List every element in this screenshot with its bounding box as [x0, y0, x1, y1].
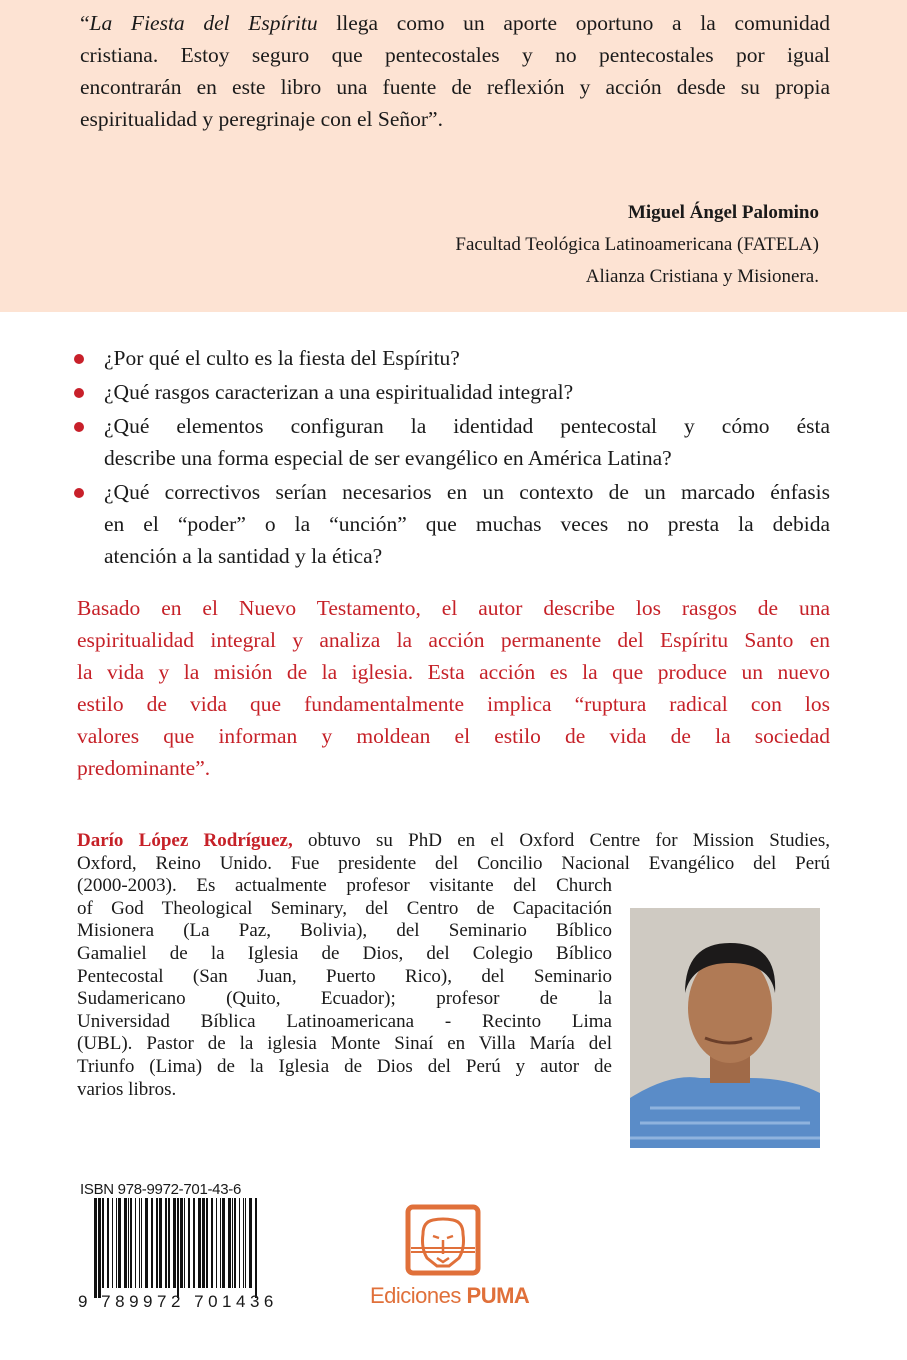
summary-line: Basado en el Nuevo Testamento, el autor describe los rasgos de una — [77, 596, 830, 620]
quote-line: encontrarán en este libro una fuente de reflexión y acción desde su propia — [80, 75, 830, 99]
book-summary — [77, 592, 830, 784]
barcode-bar — [198, 1198, 201, 1288]
barcode-bar — [116, 1198, 117, 1288]
barcode-bar — [151, 1198, 153, 1288]
bio-line: Misionera (La Paz, Bolivia), del Seminario Bíblico — [77, 920, 612, 942]
summary-line: la vida y la misión de la iglesia. Esta acción es la que produce un nuevo — [77, 660, 830, 684]
list-item-text: describe una forma especial de ser evangélico en América Latina? — [104, 446, 672, 470]
barcode-bar — [222, 1198, 225, 1288]
quote-line: espiritualidad y peregrinaje con el Señor”. — [80, 107, 443, 131]
list-item-text: ¿Qué rasgos caracterizan a una espiritualidad integral? — [104, 380, 574, 404]
bio-line: varios libros. — [77, 1078, 177, 1100]
barcode-bar — [124, 1198, 127, 1288]
barcode-bar — [130, 1198, 132, 1288]
barcode-bar — [245, 1198, 246, 1288]
barcode-bar — [118, 1198, 121, 1288]
bio-line: Oxford, Reino Unido. Fue presidente del Concilio Nacional Evangélico del Perú — [77, 852, 830, 874]
bio-line: Gamaliel de la Iglesia de Dios, del Colegio Bíblico — [77, 942, 612, 964]
bio-line: Sudamericano (Quito, Ecuador); profesor de la — [77, 988, 612, 1010]
bullet-icon — [74, 354, 84, 364]
bio-line: (UBL). Pastor de la iglesia Monte Sinaí en Villa María del — [77, 1033, 612, 1055]
testimonial-quote — [80, 7, 830, 135]
summary-line: predominante”. — [77, 756, 211, 780]
isbn-label: ISBN 978-9972-701-43-6 — [80, 1181, 242, 1198]
barcode-bar — [173, 1198, 176, 1288]
isbn-barcode — [80, 1198, 260, 1298]
summary-line: espiritualidad integral y analiza la acción permanente del Espíritu Santo en — [77, 628, 830, 652]
barcode-bar — [255, 1198, 257, 1298]
bio-line: of God Theological Seminary, del Centro de Capacitación — [77, 897, 612, 919]
publisher-name: Ediciones PUMA — [370, 1283, 530, 1308]
list-item-text: ¿Qué elementos configuran la identidad pentecostal y cómo ésta — [104, 414, 830, 438]
barcode-bar — [145, 1198, 148, 1288]
list-item-text: atención a la santidad y la ética? — [104, 544, 383, 568]
barcode-bar — [243, 1198, 244, 1288]
barcode-bar — [112, 1198, 113, 1288]
barcode-bar — [139, 1198, 140, 1288]
bio-line: Pentecostal (San Juan, Puerto Rico), del Seminario — [77, 965, 612, 987]
barcode-bar — [188, 1198, 190, 1288]
quote-line: “La Fiesta del Espíritu llega como un aporte oportuno a la comunidad — [80, 11, 831, 35]
barcode-number: 9 789972 701436 — [78, 1292, 278, 1311]
barcode-bar — [202, 1198, 205, 1288]
barcode-bar — [232, 1198, 233, 1288]
bullet-icon — [74, 488, 84, 498]
barcode-bar — [128, 1198, 129, 1288]
barcode-bar — [177, 1198, 179, 1298]
summary-line: valores que informan y moldean el estilo de vida de la sociedad — [77, 724, 830, 748]
bio-line: Darío López Rodríguez, obtuvo su PhD en el Oxford Centre for Mission Studies, — [77, 830, 830, 851]
list-item-text: en el “poder” o la “unción” que muchas veces no presta la debida — [104, 512, 830, 536]
bio-line: (2000-2003). Es actualmente profesor visitante del Church — [77, 875, 612, 897]
bullet-icon — [74, 422, 84, 432]
list-item-text: ¿Qué correctivos serían necesarios en un contexto de un marcado énfasis — [104, 480, 830, 504]
barcode-bar — [98, 1198, 101, 1298]
bio-line: Universidad Bíblica Latinoamericana - Recinto Lima — [77, 1010, 612, 1032]
author-photo — [630, 908, 820, 1148]
author-affiliation: Facultad Teológica Latinoamericana (FATELA) — [455, 234, 819, 255]
question-list — [74, 342, 830, 574]
summary-line: estilo de vida que fundamentalmente implica “ruptura radical con los — [77, 692, 830, 716]
barcode-bar — [156, 1198, 158, 1288]
author-name: Darío López Rodríguez, — [77, 830, 293, 851]
barcode-bar — [234, 1198, 236, 1288]
barcode-bar — [94, 1198, 97, 1298]
barcode-bar — [206, 1198, 208, 1288]
barcode-bar — [228, 1198, 231, 1288]
barcode-bar — [141, 1198, 142, 1288]
barcode-bar — [193, 1198, 195, 1288]
quote-attribution — [455, 197, 819, 293]
barcode-bar — [107, 1198, 109, 1288]
barcode-bar — [159, 1198, 162, 1288]
list-item — [74, 342, 830, 374]
barcode-bar — [102, 1198, 104, 1288]
barcode-bar — [239, 1198, 240, 1288]
barcode-bar — [220, 1198, 221, 1288]
list-item — [74, 410, 830, 474]
barcode-bar — [216, 1198, 217, 1288]
barcode-bar — [180, 1198, 183, 1288]
barcode-bar — [168, 1198, 170, 1288]
barcode-bar — [211, 1198, 213, 1288]
quote-author: Miguel Ángel Palomino — [627, 202, 819, 223]
bio-line: Triunfo (Lima) de la Iglesia de Dios del Perú y autor de — [77, 1055, 612, 1077]
list-item — [74, 376, 830, 408]
barcode-bar — [135, 1198, 136, 1288]
list-item — [74, 476, 830, 572]
author-affiliation: Alianza Cristiana y Misionera. — [585, 266, 819, 287]
quote-line: cristiana. Estoy seguro que pentecostales y no pentecostales por igual — [80, 43, 830, 67]
barcode-bar — [165, 1198, 167, 1288]
list-item-text: ¿Por qué el culto es la fiesta del Espíritu? — [104, 346, 460, 370]
barcode-bar — [184, 1198, 185, 1288]
barcode-bar — [249, 1198, 252, 1288]
puma-logo-icon — [405, 1204, 481, 1276]
bullet-icon — [74, 388, 84, 398]
